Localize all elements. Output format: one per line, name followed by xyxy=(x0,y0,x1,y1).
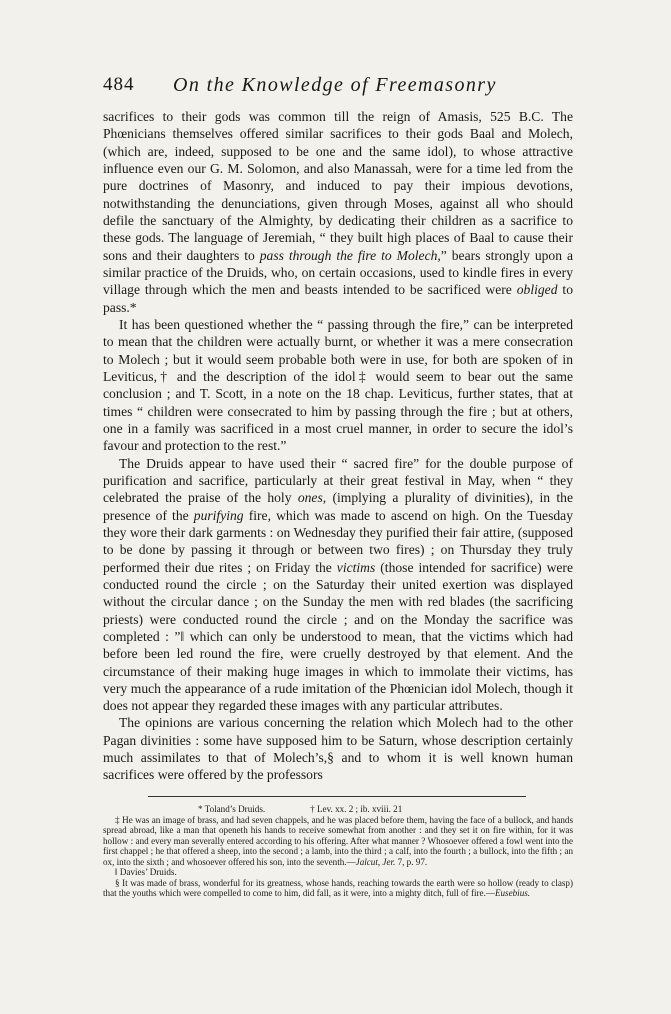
body-paragraph xyxy=(103,108,573,316)
text-run: It has been questioned whether the “ passing through the fire,” can be interpreted to mean that the children were actually burnt, or whether it was a mere consecration to Molech ; but it would seem probable both were in use, for both are spoken of in Leviticus,† and the description of the idol‡ would seem to bear out the same conclusion ; and T. Scott, in a note on the 18 chap. Leviticus, further states, that at times “ children were consecrated to him by passing through the fire ; but at others, one in a family was sacrificed in a most cruel manner, in order to secure the idol’s favour and protection to the rest.” xyxy=(103,316,573,454)
text-run: (those intended for sacrifice) were conducted round the circle ; on the Saturday their united exertion was displayed without the circular dance ; on the Sunday the men with red blades (the sacrificing priests) were conducted round the circle ; and on the Monday the sacrifice was completed : ”‖ which can only be understood to mean, that the victims which had before been led round the fire, were cruelly destroyed by that element. And the circumstance of their making huge images in which to immolate their victims, has very much the appearance of a rude imitation of the Phœnician idol Molech, though it does not appear they regarded these images with any particular attributes. xyxy=(103,559,573,714)
footnote-paragraph xyxy=(103,867,573,878)
running-title: On the Knowledge of Freemasonry xyxy=(173,74,497,96)
footnote-leviticus: † Lev. xx. 2 ; ib. xviii. 21 xyxy=(310,804,403,814)
footnote-toland: * Toland’s Druids. xyxy=(198,804,266,814)
text-run: ‡ He was an image of brass, and had seven chappels, and he was placed before them, having the face of a bullock, and hands spread abroad, like a man that openeth his hands to receive somewhat from another : and they set it on fire within, for it was hollow : and every man severally entered according to his offering. After what manner ? Whosoever offered a fowl went into the first chappel ; he that offered a sheep, into the second ; a lamb, into the third ; a calf, into the fourth ; a bullock, into the fifth ; an ox, into the sixth ; and whosoever offered his son, into the seventh.— xyxy=(103,814,573,867)
footnote-rule xyxy=(148,796,526,797)
body-paragraph xyxy=(103,316,573,455)
italic-text: purifying xyxy=(193,507,244,523)
text-run: The opinions are various concerning the relation which Molech had to the other Pagan divinities : some have supposed him to be Saturn, whose description certainly much assimilates to that of Molech’s,§ and to whom it is well known human sacrifices were offered by the professors xyxy=(103,715,573,783)
text-run: 7, p. 97. xyxy=(395,856,428,867)
page-header xyxy=(103,74,573,104)
footnote-paragraph xyxy=(103,878,573,899)
text-run: to pass.* xyxy=(103,282,573,315)
italic-text: pass through the fire to Molech, xyxy=(259,247,441,263)
text-run: sacrifices to their gods was common till the reign of Amasis, 525 B.C. The Phœnicians themselves offered similar sacrifices to their gods Baal and Molech, (which are, indeed, supposed to be one and the same idol), to whose attractive influence even our G. M. Solomon, and also Manassah, were for a time led from the pure doctrines of Masonry, and induced to pay their impious devotions, notwithstanding the denunciations, given through Moses, against all who should defile the sanctuary of the Almighty, by dedicating their children as a sacrifice to these gods. The language of Jeremiah, “ they built high places of Baal to cause their sons and their daughters to xyxy=(103,109,573,263)
footnote-paragraph xyxy=(103,815,573,868)
footnote-refline xyxy=(103,804,573,815)
italic-text: obliged xyxy=(516,282,558,298)
text-run: ” bears strongly upon a similar practice of the Druids, who, on certain occasions, used to kindle fires in every village through which the men and beasts intended to be sacrificed were xyxy=(103,247,573,298)
page-number: 484 xyxy=(103,74,135,95)
footnotes xyxy=(103,804,573,939)
body-text xyxy=(103,108,573,784)
text-run: § It was made of brass, wonderful for its greatness, whose hands, reaching towards the earth were so hollow (ready to clasp) that the youths which were compelled to come to him, did fall, as it were, into a mighty ditch, full of fire.— xyxy=(103,877,573,898)
italic-text: ones, xyxy=(297,490,327,506)
text-run: The Druids appear to have used their “ sacred fire” for the double purpose of purification and sacrifice, particularly at their great festival in May, when “ they celebrated the praise of the holy xyxy=(103,455,573,506)
italic-text: victims xyxy=(336,559,376,575)
text-run: fire, which was made to ascend on high. On the Tuesday they wore their dark garments : on Wednesday they purified their fair attire, (supposed to be done by passing it through or between two fires) ; on Thursday they truly performed their due rites ; on Friday the xyxy=(103,507,573,575)
italic-text: Jalcut, Jer. xyxy=(355,856,396,867)
text-run: ‖ Davies’ Druids. xyxy=(115,867,177,877)
body-paragraph xyxy=(103,455,573,715)
text-run: (implying a plurality of divinities), in the presence of the xyxy=(103,490,573,523)
body-paragraph xyxy=(103,714,573,783)
italic-text: Eusebius. xyxy=(494,888,531,898)
